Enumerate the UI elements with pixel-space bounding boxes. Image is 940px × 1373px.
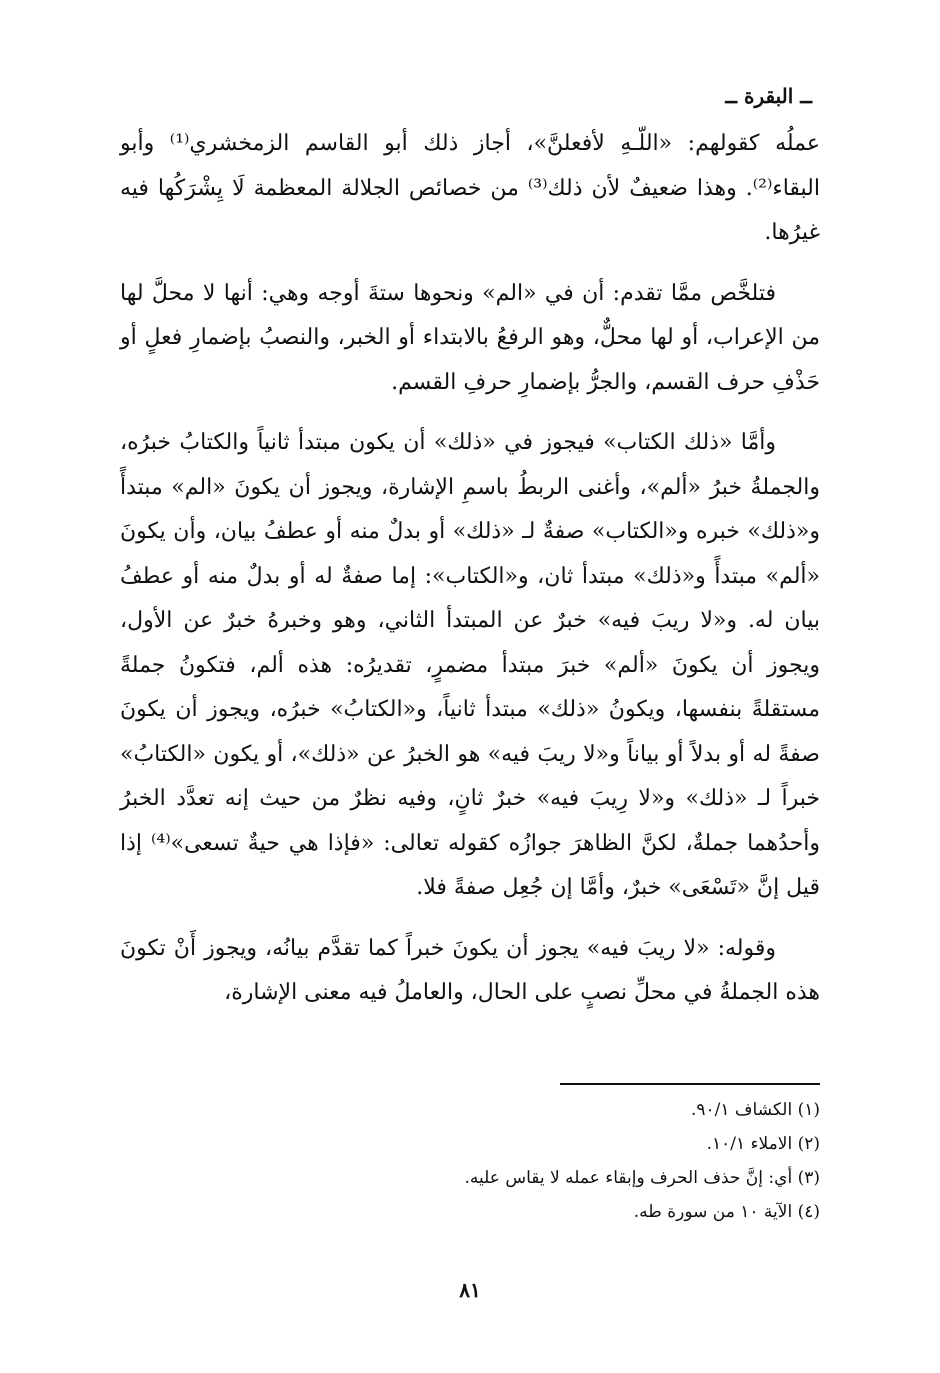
body-text [120,122,820,1016]
footnote: (٤) الآية ١٠ من سورة طه. [633,1202,820,1222]
footnote: (١) الكشاف ٩٠/١. [690,1100,820,1120]
paragraph: فتلخَّص ممَّا تقدم: أن في «الم» ونحوها ستةَ أوجه وهي: أنها لا محلَّ لها من الإعراب، أو لها محلٌّ، وهو الرفعُ بالابتداء أو الخبر، والنصبُ بإضمارِ فعلٍ أو حَذْفِ حرف القسم، والجرُّ بإضمارِ حرفِ القسم. [120,280,820,395]
footnote-divider [560,1083,820,1085]
page-number: ٨١ [459,1278,481,1302]
paragraph: عملُه كقولهم: «اللّـهِ لأفعلنَّ»، أجاز ذلك أبو القاسم الزمخشري⁽¹⁾ وأبو البقاء⁽²⁾. وهذا ضعيفٌ لأن ذلك⁽³⁾ من خصائص الجلالة المعظمة لَا يِشْرَكُها فيه غيرُها. [120,131,821,245]
footnote: (٢) الاملاء ١٠/١. [706,1134,820,1154]
footnotes [120,1093,820,1229]
footnote: (٣) أي: إنَّ حذف الحرف وإبقاء عمله لا يقاس عليه. [464,1168,820,1188]
paragraph: وأمَّا «ذلك الكتاب» فيجوز في «ذلك» أن يكون مبتدأ ثانياً والكتابُ خبرُه، والجملةُ خبرُ «ألم»، وأغنى الربطُ باسمِ الإشارة، ويجوز أن يكونَ «الم» مبتدأً و«ذلك» خبره و«الكتاب» صفةٌ لـ «ذلك» أو بدلٌ منه أو عطفُ بيان، وأن يكونَ «ألم» مبتدأً و«ذلك» مبتدأ ثان، و«الكتاب»: إما صفةٌ له أو بدلٌ منه أو عطفُ بيان له. و«لا ريبَ فيه» خبرٌ عن المبتدأ الثاني، وهو وخبرهُ خبرٌ عن الأول، ويجوز أن يكونَ «ألم» خبرَ مبتدأ مضمرٍ، تقديرُه: هذه ألم، فتكونُ جملةً مستقلةً بنفسها، ويكونُ «ذلك» مبتدأ ثانياً، و«الكتابُ» خبرُه، ويجوز أن يكونَ صفةً له أو بدلاً أو بياناً و«لا ريبَ فيه» هو الخبرُ عن «ذلك»، أو يكون «الكتابُ» خبراً لـ «ذلك» و«لا رِيبَ فيه» خبرٌ ثانٍ، وفيه نظرٌ من حيث إنه تعدَّد الخبرُ وأحدُهما جملةٌ، لكنَّ الظاهرَ جوازُه كقوله تعالى: «فإذا هي حيةٌ تسعى»⁽⁴⁾ إذا قيل إنَّ «تَسْعَى» خبرٌ، وأمَّا إن جُعِل صفةً فلا. [120,430,820,900]
running-head: ــ البقرة ــ [725,84,812,108]
paragraph: وقوله: «لا ريبَ فيه» يجوز أن يكونَ خبراً كما تقدَّم بيانُه، ويجوز أَنْ تكونَ هذه الجملةُ في محلِّ نصبٍ على الحال، والعاملُ فيه معنى الإشارة، [120,935,820,1005]
